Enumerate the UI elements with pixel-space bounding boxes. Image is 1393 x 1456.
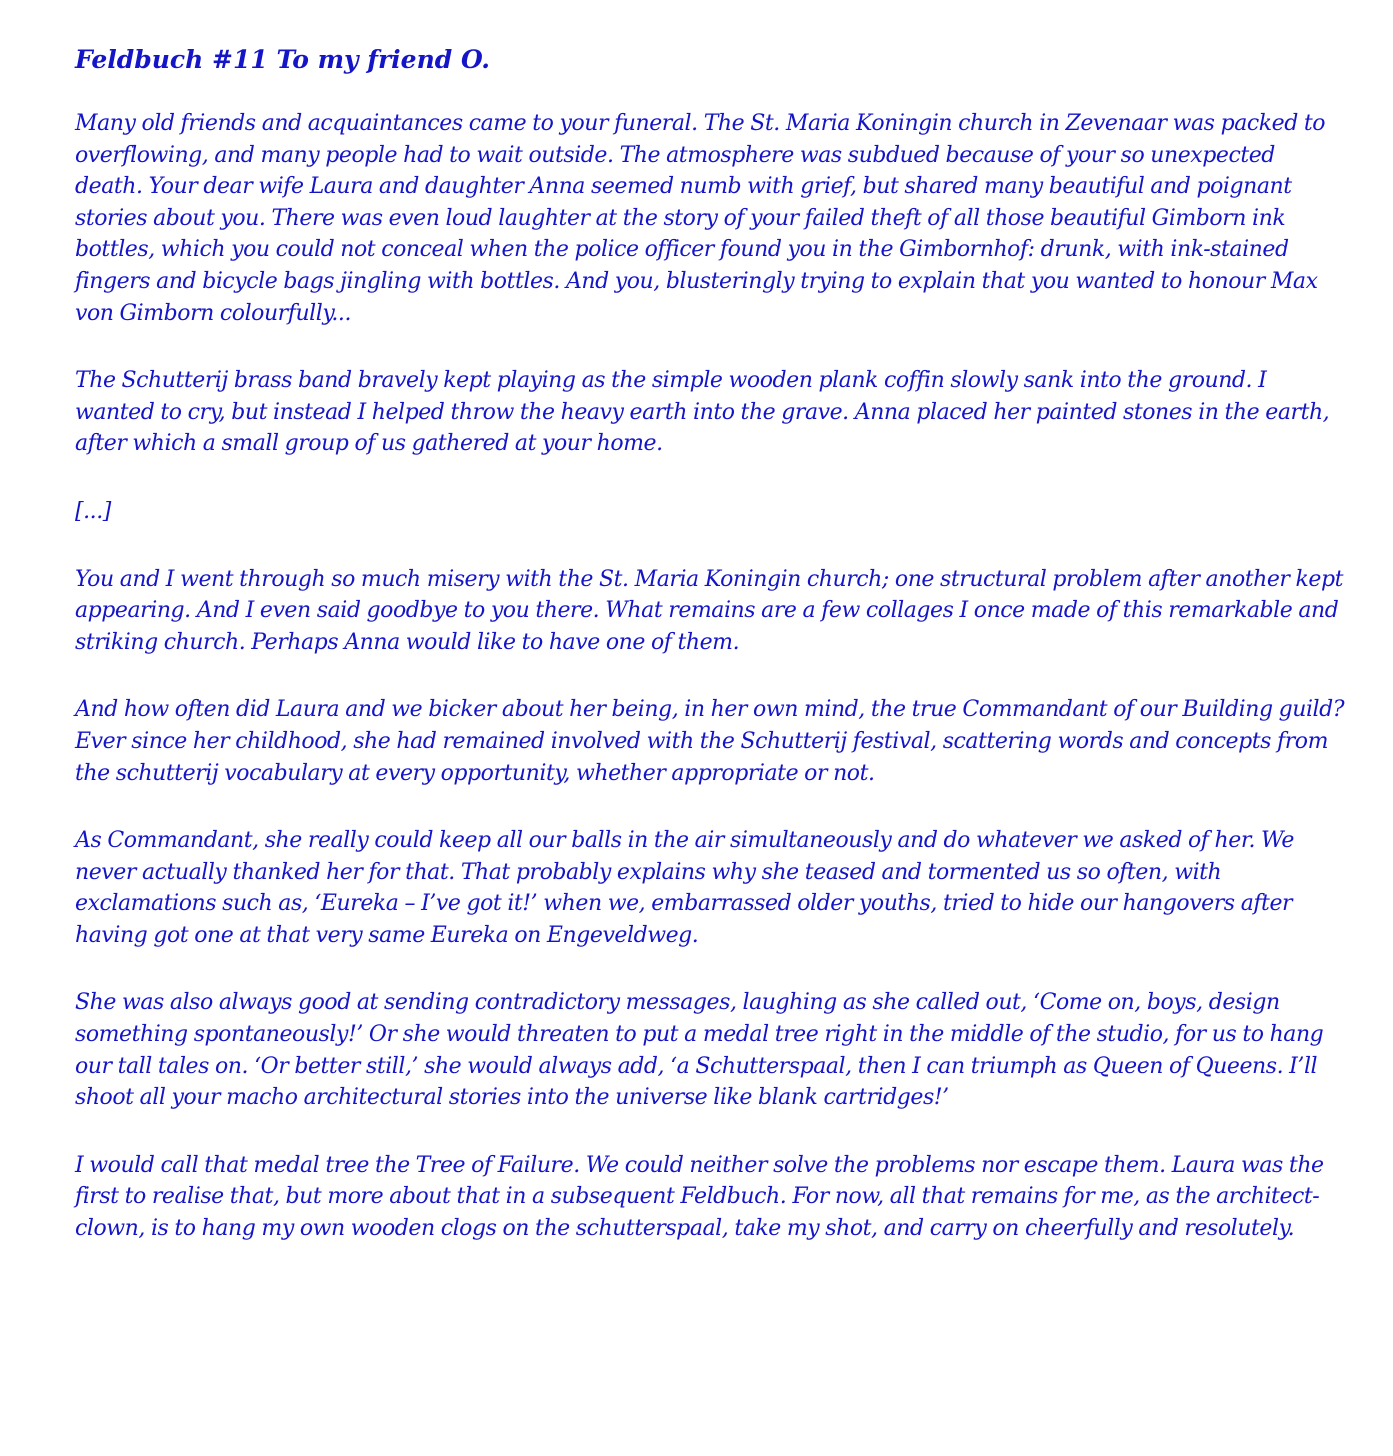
paragraph-contradictory-messages: She was also always good at sending contradictory messages, laughing as she called out, ‘Come on, boys, design something spontaneously!’ Or she would threaten to put a medal tree right in the middle of the studio, for us to hang our tall tales on. ‘Or better still,’ she would always add, ‘a Schutterspaal, then I can triumph as Queen of Queens. I’ll shoot all your macho architectural stories into the universe like blank cartridges!’ [75, 990, 1324, 1111]
paragraph-brass-band: The Schutterij brass band bravely kept playing as the simple wooden plank coffin slowly sank into the ground. I wanted to cry, but instead I helped throw the heavy earth into the grave. Anna placed her painted stones in the earth, after which a small group of us gathered at your home. [75, 368, 1330, 457]
paragraph-commandant-balls: As Commandant, she really could keep all our balls in the air simultaneously and do whatever we asked of her. We never actually thanked her for that. That probably explains why she teased and tormented us so often, with exclamations such as, ‘Eureka – I’ve got it!’ when we, embarrassed older youths, tried to hide our hangovers after having got one at that very same Eureka on Engeveldweg. [75, 828, 1294, 948]
document-title: Feldbuch #11 To my friend O. [75, 45, 490, 74]
paragraph-funeral: Many old friends and acquaintances came to your funeral. The St. Maria Koningin church in Zevenaar was packed to overflowing, and many people had to wait outside. The atmosphere was subdued because of your so unexpected death. Your dear wife Laura and daughter Anna seemed numb with grief, but shared many beautiful and poignant stories about you. There was even loud laughter at the story of your failed theft of all those beautiful Gimborn ink bottles, which you could not conceal when the police officer found you in the Gimbornhof: drunk, with ink-stained fingers and bicycle bags jingling with bottles. And you, blusteringly trying to explain that you wanted to honour Max von Gimborn colourfully... [75, 111, 1326, 326]
paragraph-ellipsis: [...] [75, 498, 111, 524]
document-page [75, 40, 1345, 1281]
paragraph-commandant-bicker: And how often did Laura and we bicker about her being, in her own mind, the true Commandant of our Building guild? Ever since her childhood, she had remained involved with the Schutterij festival, scattering words and concepts from the schutterij vocabulary at every opportunity, whether appropriate or not. [75, 697, 1345, 786]
paragraph-tree-of-failure: I would call that medal tree the Tree of Failure. We could neither solve the problems nor escape them. Laura was the first to realise that, but more about that in a subsequent Feldbuch. For now, all that remains for me, as the architect-clown, is to hang my own wooden clogs on the schutterspaal, take my shot, and carry on cheerfully and resolutely. [75, 1152, 1324, 1242]
paragraph-church-misery: You and I went through so much misery with the St. Maria Koningin church; one structural problem after another kept appearing. And I even said goodbye to you there. What remains are a few collages I once made of this remarkable and striking church. Perhaps Anna would like to have one of them. [75, 566, 1343, 655]
